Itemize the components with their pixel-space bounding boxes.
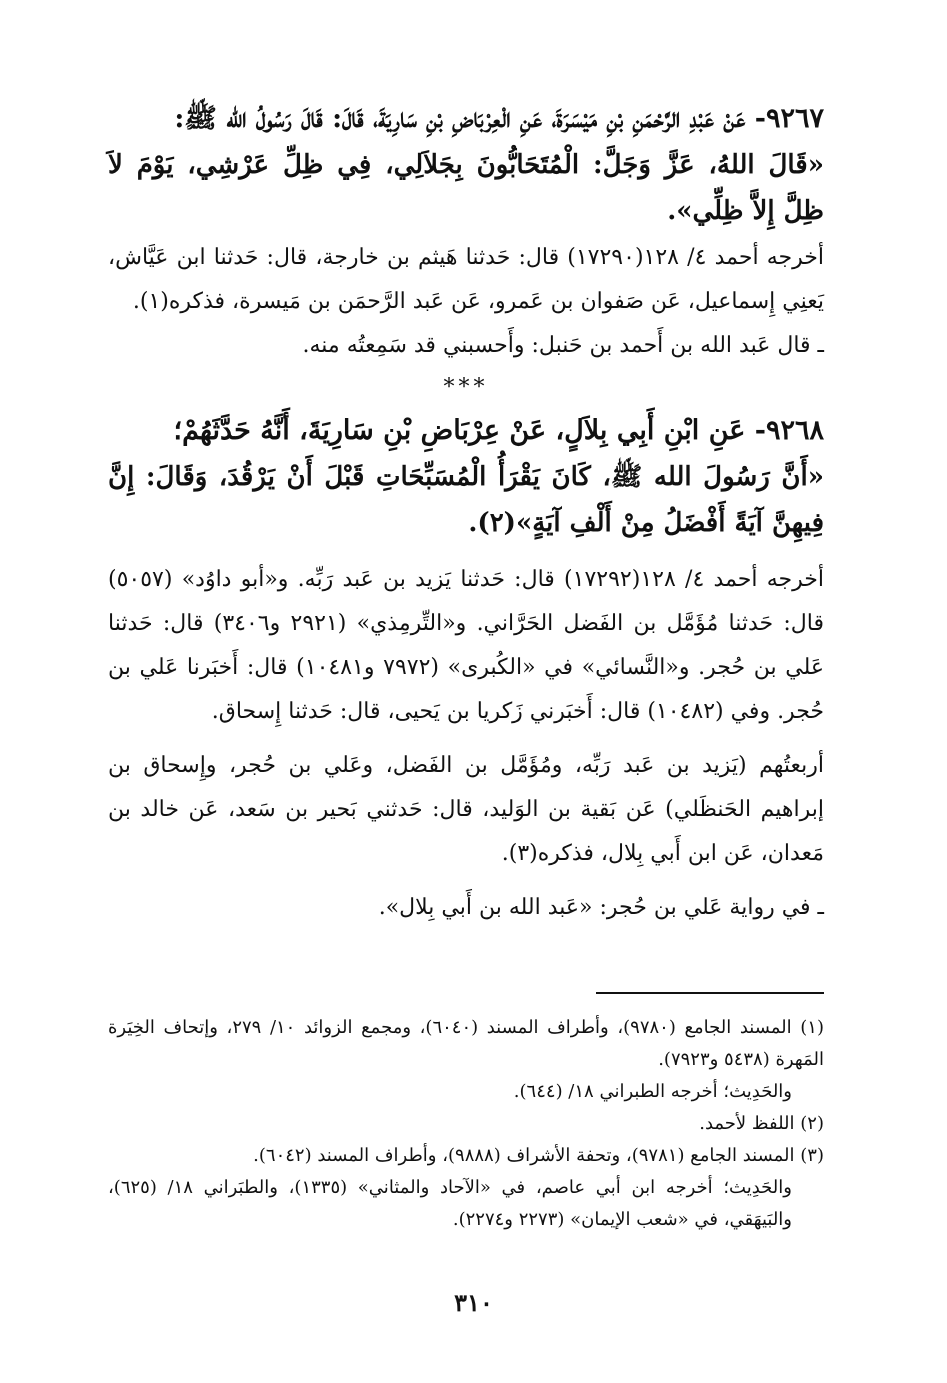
hadith-9268-takhrij-2: أربعتُهم (يَزيد بن عَبد رَبِّه، ومُؤَمَّل بن الفَضل، وعَلي بن حُجر، وإِسحاق بن إبراهيم الحَنظَلي) عَن بَقية بن الوَليد، قال: حَدثني بَحير بن سَعد، عَن خالد بن مَعدان، عَن ابن أَبي بِلال، فذكره(٣). [108,753,824,866]
footnote-rule [596,992,824,994]
hadith-9267-takhrij: أخرجه أحمد ٤/ ١٢٨(١٧٢٩٠) قال: حَدثنا هَيثم بن خارجة، قال: حَدثنا ابن عَيَّاش، يَعنِي إِسماعيل، عَن صَفوان بن عَمرو، عَن عَبد الرَّحمَن بن مَيسرة، فذكره(١). [108,245,824,314]
hadith-9268-text: «أَنَّ رَسُولَ الله ﷺ، كَانَ يَقْرَأُ الْمُسَبِّحَاتِ قَبْلَ أَنْ يَرْقُدَ، وَقَالَ: إِنَّ فِيهِنَّ آيَةً أَفْضَلُ مِنْ أَلْفِ آيَةٍ»(٢). [108,462,824,538]
hadith-9268-note: ـ في رواية عَلي بن حُجر: «عَبد الله بن أَبي بِلال». [378,895,824,920]
footnote-3: (٣) المسند الجامع (٩٧٨١)، وتحفة الأشراف (٩٨٨٨)، وأطراف المسند (٦٠٤٢). [253,1145,824,1166]
hadith-9268-heading: ٩٢٦٨- عَنِ ابْنِ أَبِي بِلاَلٍ، عَنْ عِرْبَاضِ بْنِ سَارِيَةَ، أَنَّهُ حَدَّثَهُمْ؛ [173,415,824,446]
footnote-1-continuation: والحَدِيث؛ أخرجه الطبراني ١٨/ (٦٤٤). [513,1081,792,1102]
footnote-1: (١) المسند الجامع (٩٧٨٠)، وأطراف المسند (٦٠٤٠)، ومجمع الزوائد ١٠/ ٢٧٩، وإتحاف الخِيَرة المَهرة (٥٤٣٨ و٧٩٢٣). [108,1017,824,1070]
section-separator: *** [443,375,489,400]
hadith-9267-note: ـ قال عَبد الله بن أَحمد بن حَنبل: وأَحسبني قد سَمِعتُه منه. [302,333,824,358]
main-text [108,96,824,930]
hadith-9268-takhrij-1: أخرجه أحمد ٤/ ١٢٨(١٧٢٩٢) قال: حَدثنا يَزيد بن عَبد رَبِّه. و«أبو داوُد» (٥٠٥٧) قال: حَدثنا مُؤَمَّل بن الفَضل الحَرَّاني. و«التِّرمِذي» (٢٩٢١ و٣٤٠٦) قال: حَدثنا عَلي بن حُجر. و«النَّسائي» في «الكُبرى» (٧٩٧٢ و١٠٤٨١) قال: أَخبَرنا عَلي بن حُجر. وفي (١٠٤٨٢) قال: أَخبَرني زَكريا بن يَحيى، قال: حَدثنا إِسحاق. [108,567,825,724]
footnotes [108,1012,824,1236]
page-number: ٣١٠ [454,1288,493,1317]
footnote-2: (٢) اللفظ لأحمد. [699,1113,824,1134]
hadith-9267-heading: ٩٢٦٧- عَنْ عَبْدِ الرَّحْمَنِ بْنِ مَيْسَرَةَ، عَنِ الْعِرْبَاضِ بْنِ سَارِيَةَ، قَالَ: قَالَ رَسُولُ الله ﷺ: [174,103,824,134]
footnote-3-continuation: والحَدِيث؛ أخرجه ابن أبي عاصم، في «الآحاد والمثاني» (١٣٣٥)، والطبَراني ١٨/ (٦٢٥)، والبَيهَقي، في «شعب الإيمان» (٢٢٧٣ و٢٢٧٤). [108,1177,792,1230]
hadith-9267-text: «قَالَ اللهُ، عَزَّ وَجَلَّ: الْمُتَحَابُّونَ بِجَلاَلِي، فِي ظِلِّ عَرْشِي، يَوْمَ لاَ ظِلَّ إِلاَّ ظِلِّي». [108,150,824,226]
